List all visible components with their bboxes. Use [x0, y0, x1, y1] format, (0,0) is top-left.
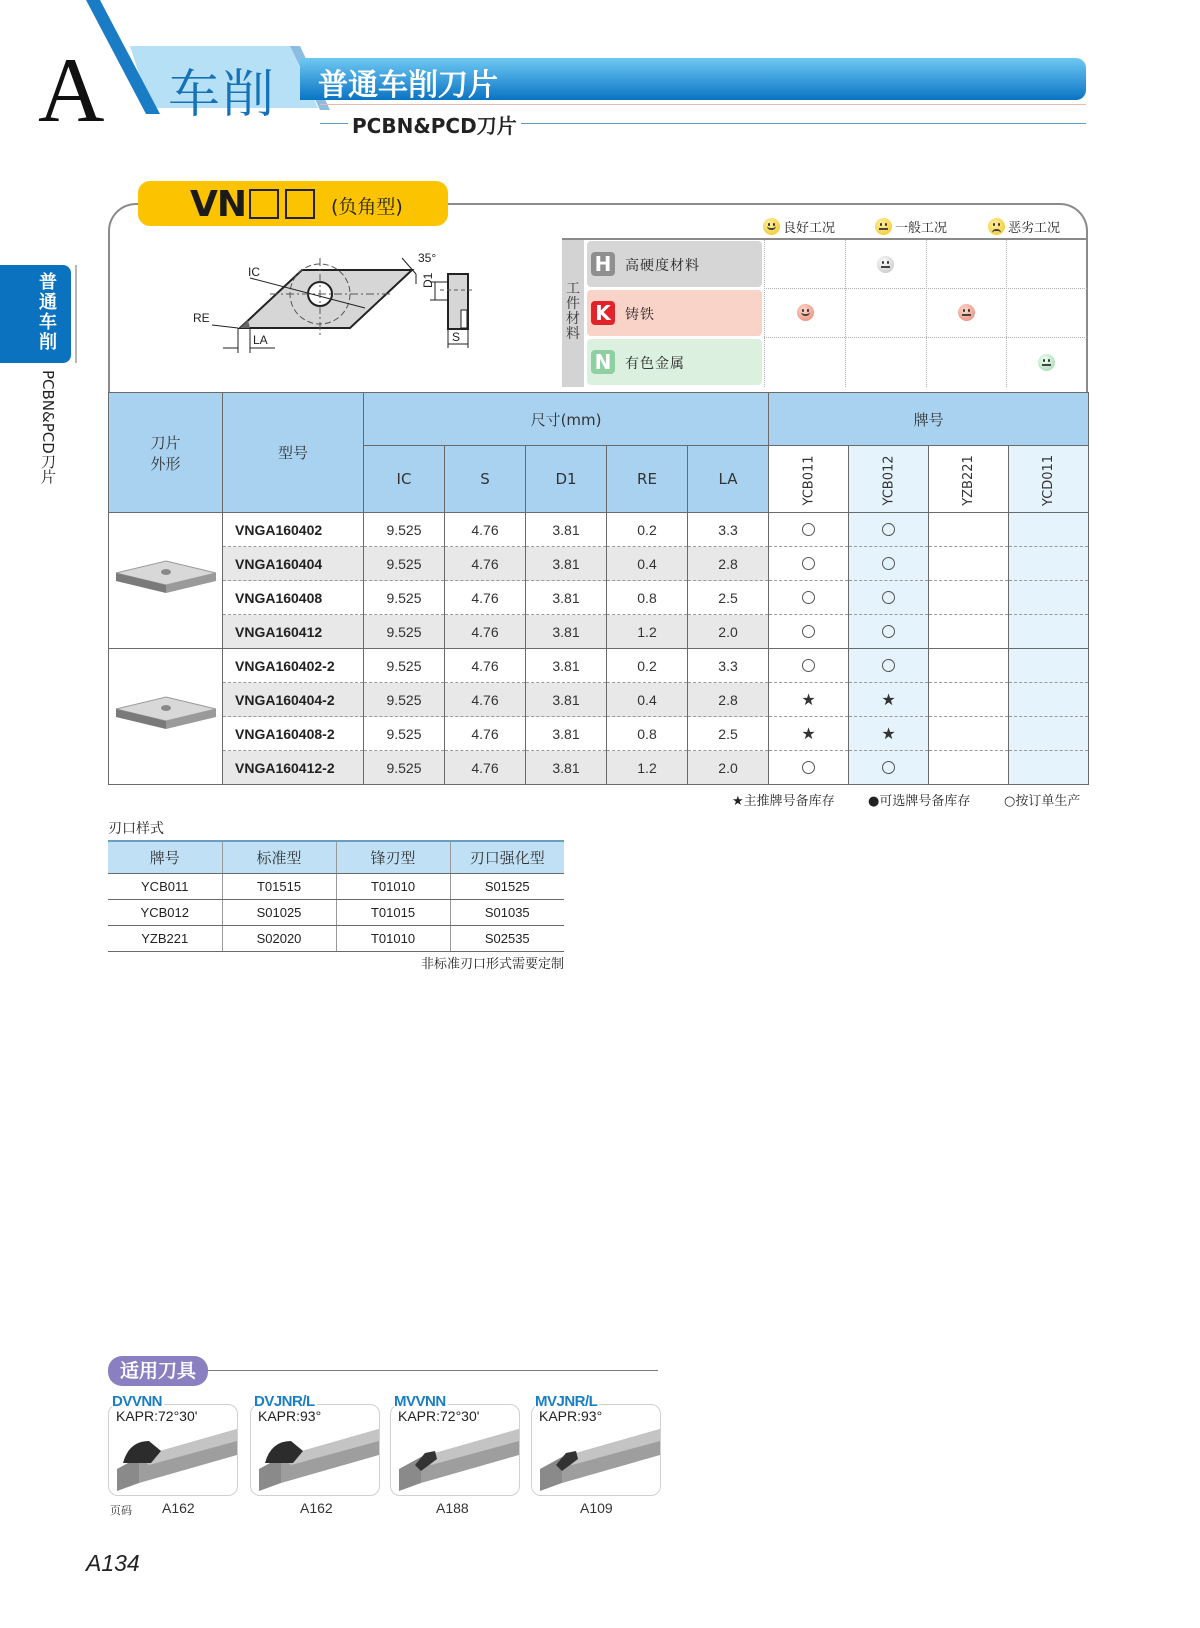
- svg-text:LA: LA: [253, 333, 268, 347]
- dim-s-cell: 4.76: [445, 547, 526, 581]
- smile-face-icon: [797, 304, 814, 321]
- legend-dot: ●可选牌号备库存: [868, 794, 971, 809]
- divider: [320, 104, 1086, 105]
- grade-label: YCB012: [881, 455, 897, 506]
- order-circle-icon: [882, 557, 895, 570]
- order-circle-icon: [802, 557, 815, 570]
- model-cell[interactable]: VNGA160404: [223, 547, 364, 581]
- grade-cell: [929, 581, 1009, 615]
- dim-re-cell: 0.4: [607, 683, 688, 717]
- grade-cell: [1009, 513, 1089, 547]
- header-grades: 牌号: [769, 393, 1089, 446]
- edge-cell: T01010: [336, 873, 450, 899]
- tool-kapr: KAPR:93°: [258, 1408, 322, 1424]
- order-circle-icon: [802, 523, 815, 536]
- star-icon: ★: [801, 691, 816, 709]
- table-row: [109, 513, 1089, 547]
- dim-re-cell: 0.8: [607, 717, 688, 751]
- legend-circle: ○按订单生产: [1004, 794, 1081, 809]
- edge-cell: T01015: [336, 899, 450, 925]
- header-shape: [109, 393, 223, 513]
- grade-cell: [769, 649, 849, 683]
- grade-cell: [849, 751, 929, 785]
- grade-cell: [849, 581, 929, 615]
- grid-line: [764, 337, 1087, 338]
- edge-cell: YCB012: [108, 899, 222, 925]
- matrix-top-border: [562, 238, 1087, 240]
- tool-kapr: KAPR:72°30': [398, 1408, 480, 1424]
- neutral-face-icon: [875, 218, 892, 235]
- header-dimensions: 尺寸(mm): [364, 393, 769, 446]
- dim-la-cell: 2.0: [688, 615, 769, 649]
- dim-s-cell: 4.76: [445, 581, 526, 615]
- table-row: [108, 925, 564, 951]
- table-row: [109, 751, 1089, 785]
- dim-d1-cell: 3.81: [526, 751, 607, 785]
- neutral-face-icon: [1038, 354, 1055, 371]
- page-number: A134: [86, 1550, 140, 1576]
- grade-cell: [1009, 751, 1089, 785]
- dim-re-cell: 0.2: [607, 649, 688, 683]
- legend-bad: [988, 217, 1060, 236]
- table-row: [109, 649, 1089, 683]
- legend-good: [763, 217, 835, 236]
- legend-star: ★主推牌号备库存: [732, 794, 835, 809]
- header-ic: IC: [364, 446, 445, 513]
- grade-cell: [769, 547, 849, 581]
- grid-line: [845, 240, 846, 387]
- grade-cell: [929, 751, 1009, 785]
- grid-line: [926, 240, 927, 387]
- model-cell[interactable]: VNGA160408-2: [223, 717, 364, 751]
- grade-cell: [929, 717, 1009, 751]
- grade-cell: [929, 615, 1009, 649]
- header-model: 型号: [223, 393, 364, 513]
- category-title: 车削: [168, 65, 277, 125]
- header-text: 刀片: [150, 433, 181, 452]
- dim-d1-cell: 3.81: [526, 581, 607, 615]
- tool-name[interactable]: DVJNR/L: [254, 1393, 315, 1410]
- header-text: 外形: [150, 454, 181, 473]
- dim-ic-cell: 9.525: [364, 615, 445, 649]
- tool-page-ref[interactable]: A188: [436, 1500, 469, 1516]
- model-cell[interactable]: VNGA160412: [223, 615, 364, 649]
- dim-ic-cell: 9.525: [364, 751, 445, 785]
- legend-label: 一般工况: [895, 221, 948, 236]
- dim-re-cell: 0.2: [607, 513, 688, 547]
- grade-cell: [929, 649, 1009, 683]
- svg-text:IC: IC: [248, 265, 260, 279]
- dim-d1-cell: 3.81: [526, 649, 607, 683]
- grade-cell: [849, 649, 929, 683]
- legend-normal: [875, 217, 947, 236]
- material-letter-n: N: [591, 350, 615, 374]
- order-circle-icon: [882, 591, 895, 604]
- header-grade-ycb012: [849, 446, 929, 513]
- grade-cell: [769, 615, 849, 649]
- tool-page-ref[interactable]: A162: [300, 1500, 333, 1516]
- dim-re-cell: 0.8: [607, 581, 688, 615]
- dim-d1-cell: 3.81: [526, 683, 607, 717]
- order-circle-icon: [802, 591, 815, 604]
- grid-line: [1006, 240, 1007, 387]
- product-code: VN: [190, 184, 246, 225]
- dim-la-cell: 3.3: [688, 513, 769, 547]
- edge-header: 锋刃型: [336, 841, 450, 873]
- tool-name[interactable]: MVJNR/L: [535, 1393, 598, 1410]
- table-row: [108, 873, 564, 899]
- header-grade-ycb011: [769, 446, 849, 513]
- svg-text:RE: RE: [193, 311, 210, 325]
- svg-text:D1: D1: [421, 272, 435, 288]
- grade-cell: [1009, 547, 1089, 581]
- edge-cell: YZB221: [108, 925, 222, 951]
- edge-header: 牌号: [108, 841, 222, 873]
- edge-cell: T01515: [222, 873, 336, 899]
- svg-text:S: S: [452, 330, 461, 344]
- edge-cell: S01025: [222, 899, 336, 925]
- dim-s-cell: 4.76: [445, 649, 526, 683]
- side-tab-sub-label: PCBN&PCD刀片: [39, 370, 57, 484]
- grade-cell: [1009, 581, 1089, 615]
- dim-d1-cell: 3.81: [526, 615, 607, 649]
- legend-label: 恶劣工况: [1008, 221, 1061, 236]
- material-letter-h: H: [591, 252, 615, 276]
- material-name: 铸铁: [625, 307, 655, 323]
- tool-name[interactable]: MVVNN: [394, 1393, 446, 1410]
- star-icon: ★: [881, 691, 896, 709]
- tool-kapr: KAPR:93°: [539, 1408, 603, 1424]
- grade-cell: [769, 513, 849, 547]
- edge-cell: S01035: [450, 899, 564, 925]
- dim-la-cell: 2.5: [688, 581, 769, 615]
- grade-cell: [849, 547, 929, 581]
- table-row: [109, 615, 1089, 649]
- grade-cell: [849, 615, 929, 649]
- order-circle-icon: [882, 659, 895, 672]
- dim-la-cell: 2.5: [688, 717, 769, 751]
- order-circle-icon: [802, 761, 815, 774]
- section-letter: A: [38, 39, 105, 141]
- grade-cell: [929, 683, 1009, 717]
- dim-re-cell: 1.2: [607, 615, 688, 649]
- tools-section-title: 适用刀具: [108, 1356, 208, 1386]
- side-tab-label: 普通车削: [39, 272, 57, 353]
- insert-shape-cell: [109, 649, 223, 785]
- dim-s-cell: 4.76: [445, 717, 526, 751]
- grade-cell: [849, 683, 929, 717]
- model-cell[interactable]: VNGA160408: [223, 581, 364, 615]
- model-cell[interactable]: VNGA160402-2: [223, 649, 364, 683]
- table-row: [109, 547, 1089, 581]
- material-letter-k: K: [591, 301, 615, 325]
- frown-face-icon: [988, 218, 1005, 235]
- tool-page-ref[interactable]: A109: [580, 1500, 613, 1516]
- grade-cell: [849, 717, 929, 751]
- edge-cell: S02535: [450, 925, 564, 951]
- dim-d1-cell: 3.81: [526, 547, 607, 581]
- grade-cell: [769, 751, 849, 785]
- grade-cell: [769, 581, 849, 615]
- tool-name[interactable]: DVVNN: [112, 1393, 163, 1410]
- grade-label: YCB011: [801, 455, 817, 506]
- page-subtitle: PCBN&PCD刀片: [348, 110, 521, 139]
- dim-ic-cell: 9.525: [364, 683, 445, 717]
- dim-la-cell: 2.0: [688, 751, 769, 785]
- dim-s-cell: 4.76: [445, 513, 526, 547]
- header-grade-yzb221: [929, 446, 1009, 513]
- svg-text:35°: 35°: [418, 251, 437, 265]
- dim-la-cell: 3.3: [688, 649, 769, 683]
- edge-cell: S02020: [222, 925, 336, 951]
- table-row: [109, 683, 1089, 717]
- grade-cell: [849, 513, 929, 547]
- insert-shape-cell: [109, 513, 223, 649]
- dim-re-cell: 0.4: [607, 547, 688, 581]
- grade-cell: [1009, 615, 1089, 649]
- smile-face-icon: [763, 218, 780, 235]
- side-tab[interactable]: [0, 265, 71, 363]
- header-la: LA: [688, 446, 769, 513]
- edge-cell: T01010: [336, 925, 450, 951]
- material-name: 高硬度材料: [625, 258, 700, 274]
- edge-header: 标准型: [222, 841, 336, 873]
- table-row: [109, 581, 1089, 615]
- grade-cell: [929, 513, 1009, 547]
- dim-ic-cell: 9.525: [364, 513, 445, 547]
- edge-styles-caption: 刃口样式: [108, 821, 164, 837]
- edge-styles-note: 非标准刃口形式需要定制: [420, 957, 564, 972]
- order-circle-icon: [882, 761, 895, 774]
- grid-line: [764, 240, 765, 387]
- table-row: [108, 899, 564, 925]
- grade-cell: [769, 717, 849, 751]
- insert-drawing: [190, 248, 490, 368]
- edge-cell: YCB011: [108, 873, 222, 899]
- model-cell[interactable]: VNGA160412-2: [223, 751, 364, 785]
- dim-ic-cell: 9.525: [364, 581, 445, 615]
- insert-photo-icon: [114, 559, 218, 599]
- edge-styles-table: [108, 840, 564, 952]
- tool-kapr: KAPR:72°30': [116, 1408, 198, 1424]
- dim-ic-cell: 9.525: [364, 649, 445, 683]
- page-ref-label: 页码: [110, 1504, 132, 1517]
- dim-s-cell: 4.76: [445, 751, 526, 785]
- insert-table: [108, 392, 1089, 785]
- order-circle-icon: [882, 523, 895, 536]
- divider: [208, 1370, 658, 1371]
- grade-cell: [769, 683, 849, 717]
- grade-label: YCD011: [1041, 454, 1057, 507]
- grid-line: [764, 288, 1087, 289]
- model-cell[interactable]: VNGA160402: [223, 513, 364, 547]
- star-icon: ★: [801, 725, 816, 743]
- header-s: S: [445, 446, 526, 513]
- model-cell[interactable]: VNGA160404-2: [223, 683, 364, 717]
- grade-cell: [1009, 717, 1089, 751]
- placeholder-box: [249, 189, 279, 219]
- dim-la-cell: 2.8: [688, 547, 769, 581]
- grade-cell: [929, 547, 1009, 581]
- edge-cell: S01525: [450, 873, 564, 899]
- dim-s-cell: 4.76: [445, 683, 526, 717]
- star-icon: ★: [881, 725, 896, 743]
- placeholder-box: [285, 189, 315, 219]
- dim-ic-cell: 9.525: [364, 717, 445, 751]
- table-row: [109, 717, 1089, 751]
- grade-cell: [1009, 683, 1089, 717]
- dim-ic-cell: 9.525: [364, 547, 445, 581]
- material-name: 有色金属: [625, 356, 685, 372]
- order-circle-icon: [802, 659, 815, 672]
- grade-label: YZB221: [961, 455, 977, 506]
- dim-re-cell: 1.2: [607, 751, 688, 785]
- header-d1: D1: [526, 446, 607, 513]
- insert-photo-icon: [114, 695, 218, 735]
- grade-cell: [1009, 649, 1089, 683]
- dim-d1-cell: 3.81: [526, 513, 607, 547]
- dim-s-cell: 4.76: [445, 615, 526, 649]
- neutral-face-icon: [958, 304, 975, 321]
- dim-d1-cell: 3.81: [526, 717, 607, 751]
- header-re: RE: [607, 446, 688, 513]
- order-circle-icon: [802, 625, 815, 638]
- side-tab-divider: [75, 265, 77, 363]
- tool-page-ref[interactable]: A162: [162, 1500, 195, 1516]
- dim-la-cell: 2.8: [688, 683, 769, 717]
- order-circle-icon: [882, 625, 895, 638]
- neutral-face-icon: [877, 256, 894, 273]
- product-type: (负角型): [331, 196, 403, 218]
- page-title: 普通车削刀片: [318, 68, 498, 103]
- legend-label: 良好工况: [783, 221, 836, 236]
- header-grade-ycd011: [1009, 446, 1089, 513]
- edge-header: 刃口强化型: [450, 841, 564, 873]
- matrix-side-label: 工件材料: [566, 281, 580, 342]
